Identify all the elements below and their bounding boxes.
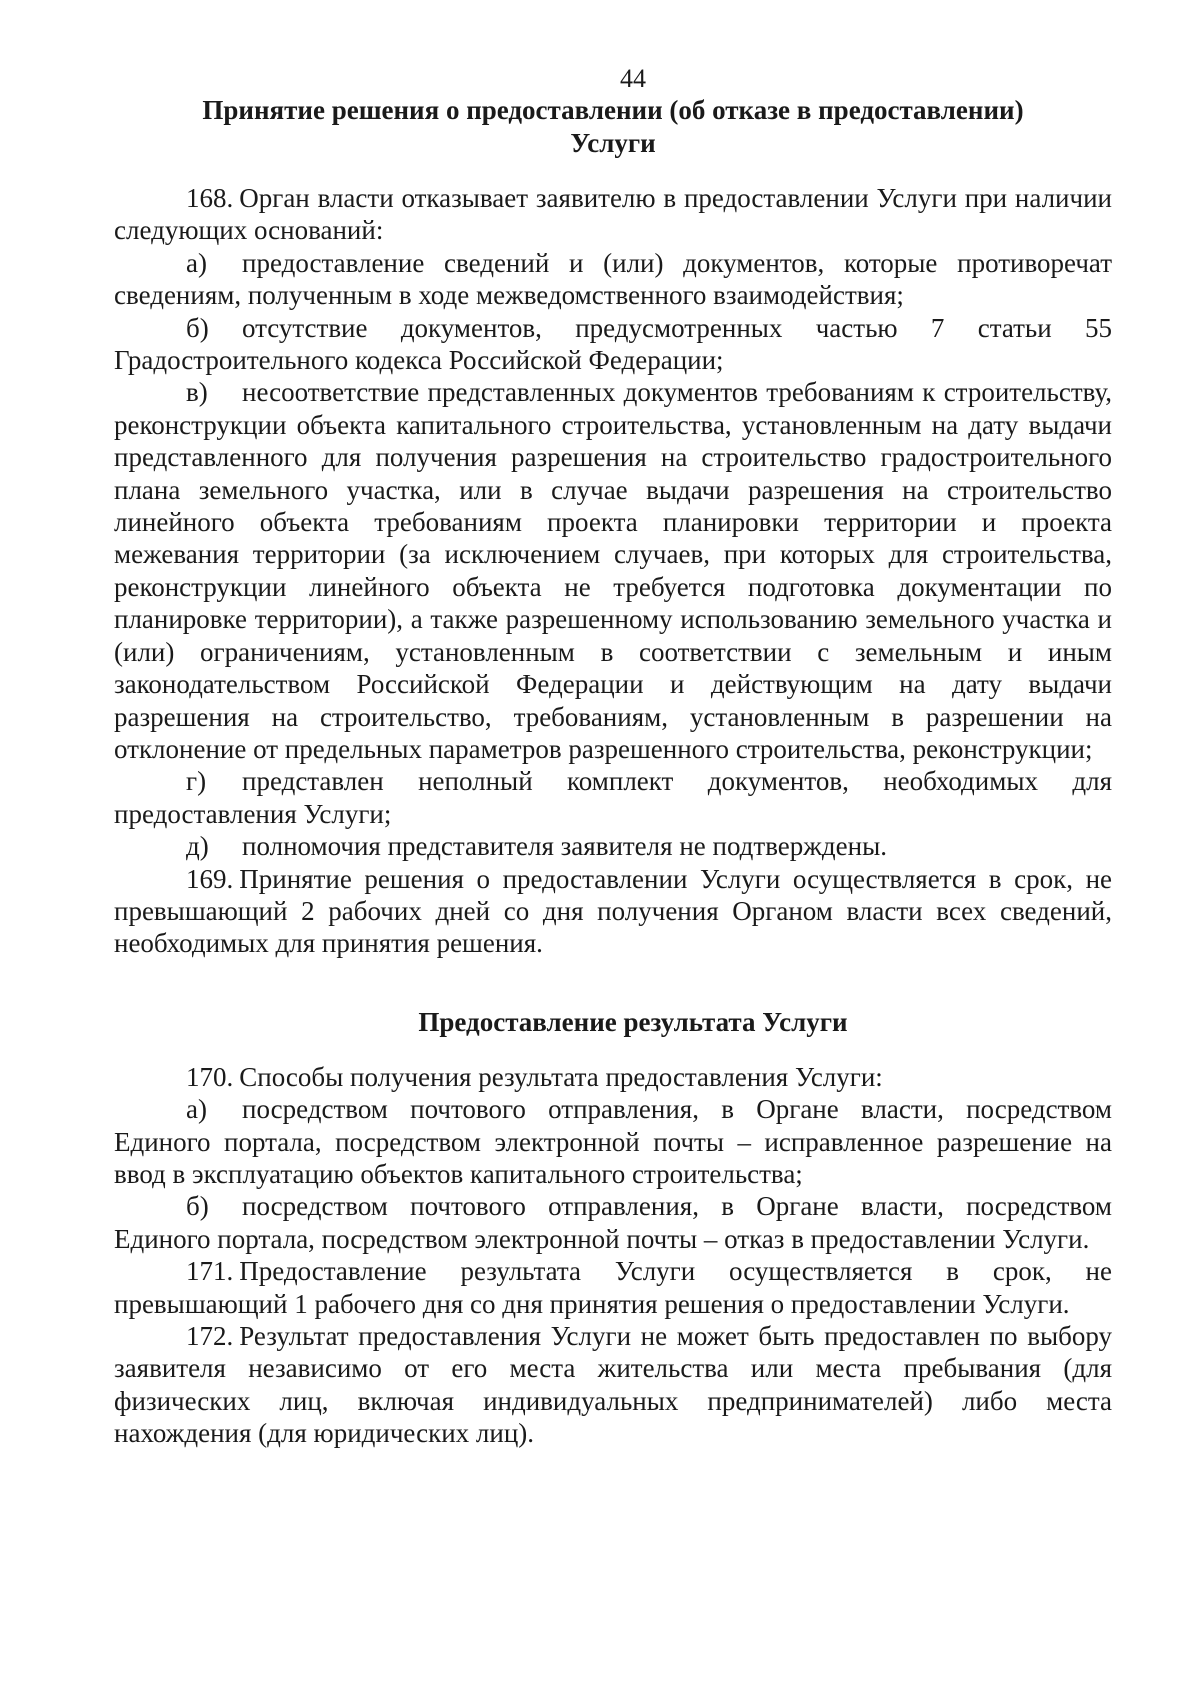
list-item-text: посредством почтового отправления, в Органе власти, посредством Единого портала, посредством электронной почты – исправленное разрешение на ввод в эксплуатацию объектов капитального строительства; <box>114 1094 1112 1189</box>
list-item-text: несоответствие представленных документов требованиям к строительству, реконструкции объекта капитального строительства, установленным на дату выдачи представленного для получения разрешения на строительство градостроительного плана земельного участка, или в случае выдачи разрешения на строительство линейного объекта требованиям проекта планировки территории и проекта межевания территории (за исключением случаев, при которых для строительства, реконструкции линейного объекта не требуется подготовка документации по планировке территории), а также разрешенному использованию земельного участка и (или) ограничениям, установленным в соответствии с земельным и иным законодательством Российской Федерации и действующим на дату выдачи разрешения на строительство, требованиям, установленным в разрешении на отклонение от предельных параметров разрешенного строительства, реконструкции; <box>114 377 1112 764</box>
list-marker: в) <box>186 377 208 408</box>
list-item-168-v <box>114 376 1112 765</box>
list-marker: а) <box>186 1094 207 1125</box>
list-item-text: посредством почтового отправления, в Органе власти, посредством Единого портала, посредством электронной почты – отказ в предоставлении Услуги. <box>114 1191 1112 1254</box>
section-heading-decision-line2: Услуги <box>570 128 656 158</box>
paragraph-169-text: Принятие решения о предоставлении Услуги осуществляется в срок, не превышающий 2 рабочих дней со дня получения Органом власти всех сведений, необходимых для принятия решения. <box>114 863 1112 959</box>
list-item-text: представлен неполный комплект документов, необходимых для предоставления Услуги; <box>114 766 1112 829</box>
list-marker: б) <box>186 312 209 343</box>
paragraph-171-number: 171. <box>186 1256 234 1287</box>
list-item-168-d <box>114 830 1112 862</box>
list-marker: д) <box>186 831 209 862</box>
paragraph-169 <box>114 863 1112 960</box>
paragraph-168 <box>114 182 1112 247</box>
paragraph-168-number: 168. <box>186 183 234 213</box>
paragraph-170-text: Способы получения результата предоставления Услуги: <box>239 1061 883 1092</box>
list-item-text: предоставление сведений и (или) документов, которые противоречат сведениям, полученным в ходе межведомственного взаимодействия; <box>114 247 1112 311</box>
list-marker: г) <box>186 766 207 797</box>
list-item-168-a <box>114 247 1112 312</box>
paragraph-170-number: 170. <box>186 1061 234 1092</box>
paragraph-170 <box>114 1061 1112 1093</box>
page-number: 44 <box>620 64 646 93</box>
paragraph-168-text: Орган власти отказывает заявителю в предоставлении Услуги при наличии следующих оснований: <box>114 183 1112 246</box>
paragraph-171 <box>114 1255 1112 1320</box>
paragraph-169-number: 169. <box>186 863 234 894</box>
list-item-170-b <box>114 1190 1112 1255</box>
list-item-168-b <box>114 312 1112 377</box>
list-item-170-a <box>114 1093 1112 1190</box>
list-marker: а) <box>186 247 207 278</box>
list-item-168-g <box>114 765 1112 830</box>
list-item-text: полномочия представителя заявителя не подтверждены. <box>242 831 887 862</box>
list-item-text: отсутствие документов, предусмотренных частью 7 статьи 55 Градостроительного кодекса Российской Федерации; <box>114 312 1112 376</box>
paragraph-172-number: 172. <box>186 1321 234 1351</box>
paragraph-172 <box>114 1320 1112 1450</box>
paragraph-171-text: Предоставление результата Услуги осуществляется в срок, не превышающий 1 рабочего дня со дня принятия решения о предоставлении Услуги. <box>114 1256 1112 1319</box>
section-heading-result: Предоставление результата Услуги <box>418 1006 848 1037</box>
list-marker: б) <box>186 1191 209 1222</box>
section-heading-decision <box>114 94 1112 160</box>
paragraph-172-text: Результат предоставления Услуги не может быть предоставлен по выбору заявителя независимо от его места жительства или места пребывания (для физических лиц, включая индивидуальных предпринимателей) либо места нахождения (для юридических лиц). <box>114 1321 1112 1449</box>
section-heading-decision-line1: Принятие решения о предоставлении (об отказе в предоставлении) <box>202 95 1024 125</box>
